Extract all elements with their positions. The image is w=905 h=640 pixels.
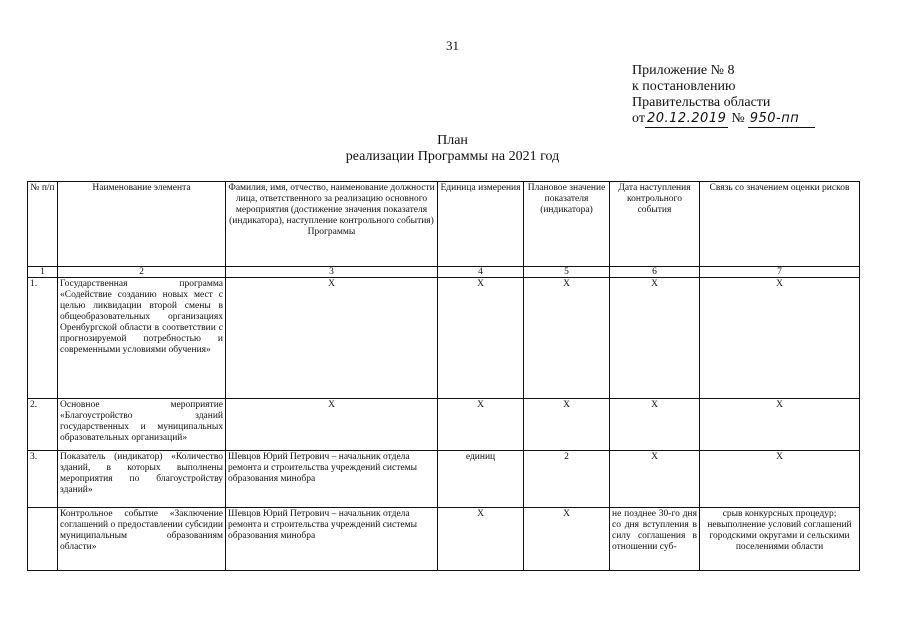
page-number: 31 — [446, 38, 459, 53]
row-plan-value: 2 — [524, 451, 610, 508]
row-risk: Х — [700, 278, 860, 399]
row-number: 2. — [28, 399, 58, 451]
row-number — [28, 508, 58, 571]
appendix-line-2: к постановлению — [632, 79, 736, 94]
row-number: 1. — [28, 278, 58, 399]
table-header-row — [28, 182, 860, 267]
row-responsible: Х — [226, 399, 438, 451]
appendix-number: 950-пп — [748, 111, 816, 128]
appendix-from: от — [632, 111, 645, 126]
header-unit: Единица измерения — [438, 182, 524, 267]
column-number: 1 — [28, 267, 58, 278]
appendix-block — [632, 63, 815, 128]
row-element-name: Государственная программа «Содействие созданию новых мест с целью ликвидации второй смены в общеобразовательных организациях Оренбургской области в соответствии с прогнозируемой потребностью и современными условиями обучения» — [58, 278, 226, 399]
row-element-name: Контрольное событие «Заключение соглашений о предоставлении субсидии муниципальным образованиям области» — [58, 508, 226, 571]
appendix-date: 20.12.2019 — [646, 111, 727, 126]
plan-title — [0, 133, 905, 165]
plan-title-line-1: План — [437, 133, 468, 148]
column-number: 7 — [700, 267, 860, 278]
plan-table — [27, 181, 860, 571]
row-risk: срыв конкурсных процедур; невыполнение условий соглашений городскими округами и сельскими поселениями области — [700, 508, 860, 571]
appendix-line-1: Приложение № 8 — [632, 63, 735, 78]
row-responsible: Шевцов Юрий Петрович – начальник отдела ремонта и строительства учреждений системы образования минобра — [226, 508, 438, 571]
row-event-date: Х — [610, 399, 700, 451]
column-number: 4 — [438, 267, 524, 278]
appendix-number-sign: № — [731, 111, 745, 126]
header-event-date: Дата наступления контрольного события — [610, 182, 700, 267]
header-responsible: Фамилия, имя, отчество, наименование должности лица, ответственного за реализацию основного мероприятия (достижение значения показателя (индикатора), наступление контрольного события) Программы — [226, 182, 438, 267]
column-number: 6 — [610, 267, 700, 278]
row-element-name: Основное мероприятие «Благоустройство зданий государственных и муниципальных образовательных организаций» — [58, 399, 226, 451]
row-element-name: Показатель (индикатор) «Количество зданий, в которых выполнены мероприятия по благоустройству зданий» — [58, 451, 226, 508]
appendix-date-line — [632, 111, 815, 128]
column-number: 3 — [226, 267, 438, 278]
row-risk: Х — [700, 451, 860, 508]
row-event-date: Х — [610, 451, 700, 508]
row-unit: Х — [438, 399, 524, 451]
header-num: № п/п — [28, 182, 58, 267]
row-responsible: Шевцов Юрий Петрович – начальник отдела ремонта и строительства учреждений системы образования минобра — [226, 451, 438, 508]
row-plan-value: Х — [524, 508, 610, 571]
header-risk: Связь со значением оценки рисков — [700, 182, 860, 267]
row-plan-value: Х — [524, 278, 610, 399]
row-unit: Х — [438, 508, 524, 571]
header-name: Наименование элемента — [58, 182, 226, 267]
row-number: 3. — [28, 451, 58, 508]
column-number-row — [28, 267, 860, 278]
plan-title-line-2: реализации Программы на 2021 год — [345, 149, 560, 164]
row-responsible: Х — [226, 278, 438, 399]
table-row — [28, 399, 860, 451]
column-number: 5 — [524, 267, 610, 278]
table-row — [28, 508, 860, 571]
appendix-line-3: Правительства области — [632, 95, 771, 110]
row-unit: единиц — [438, 451, 524, 508]
row-event-date: не позднее 30-го дня со дня вступления в силу соглашения в отношении суб- — [610, 508, 700, 571]
table-row — [28, 278, 860, 399]
row-unit: Х — [438, 278, 524, 399]
row-risk: Х — [700, 399, 860, 451]
column-number: 2 — [58, 267, 226, 278]
row-plan-value: Х — [524, 399, 610, 451]
row-event-date: Х — [610, 278, 700, 399]
table-row — [28, 451, 860, 508]
header-plan-value: Плановое значение показателя (индикатора) — [524, 182, 610, 267]
